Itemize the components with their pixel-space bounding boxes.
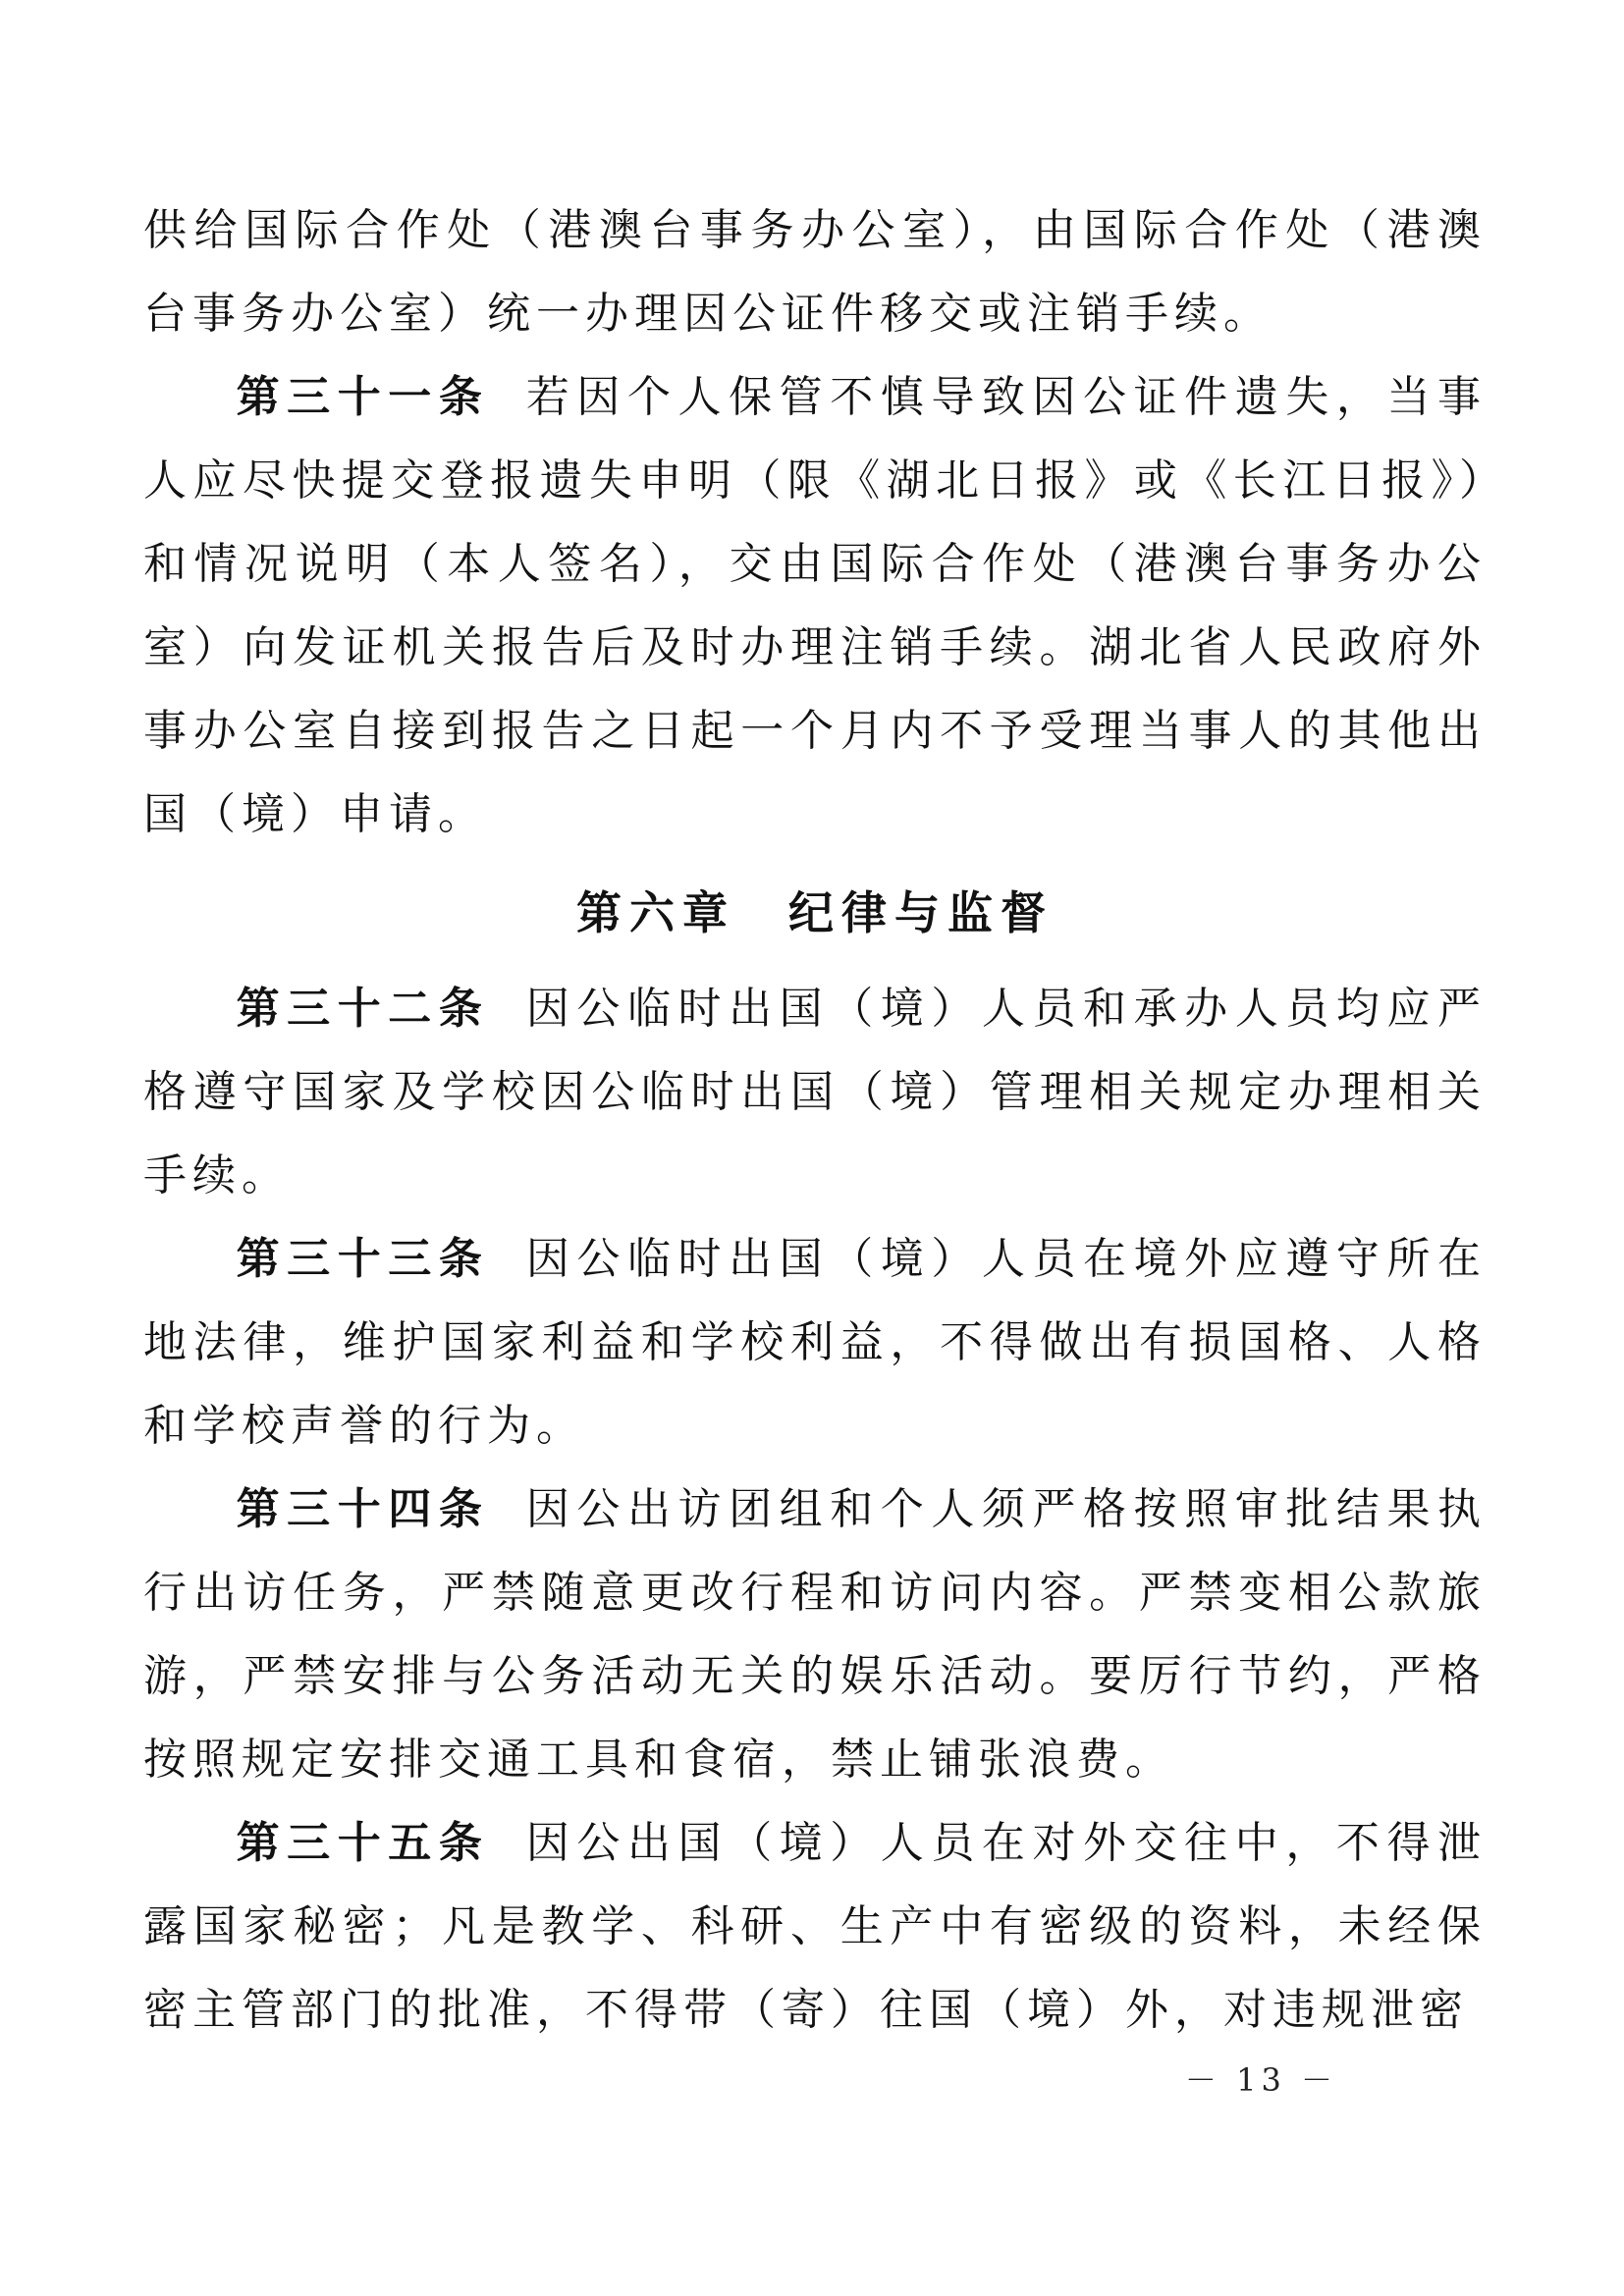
paragraph-text: 因公临时出国（境）人员和承办人员均应严格遵守国家及学校因公临时出国（境）管理相关规定办理相关手续。	[143, 984, 1488, 1201]
article-paragraph	[143, 1217, 1487, 1468]
article-paragraph	[143, 355, 1487, 856]
paragraph-text: 因公临时出国（境）人员在境外应遵守所在地法律，维护国家利益和学校利益，不得做出有损国格、人格和学校声誉的行为。	[143, 1234, 1488, 1451]
document-body	[143, 188, 1487, 2052]
paragraph-text: 因公出访团组和个人须严格按照审批结果执行出访任务，严禁随意更改行程和访问内容。严禁变相公款旅游，严禁安排与公务活动无关的娱乐活动。要厉行节约，严格按照规定安排交通工具和食宿，禁止铺张浪费。	[143, 1484, 1488, 1785]
page-number: － 13 －	[1184, 2061, 1337, 2099]
article-number: 第三十三条	[236, 1234, 490, 1284]
paragraph-text: 若因个人保管不慎导致因公证件遗失，当事人应尽快提交登报遗失申明（限《湖北日报》或《长江日报》）和情况说明（本人签名），交由国际合作处（港澳台事务办公室）向发证机关报告后及时办理注销手续。湖北省人民政府外事办公室自接到报告之日起一个月内不予受理当事人的其他出国（境）申请。	[143, 372, 1488, 839]
article-paragraph	[143, 1468, 1487, 1801]
paragraph-text: 供给国际合作处（港澳台事务办公室），由国际合作处（港澳台事务办公室）统一办理因公证件移交或注销手续。	[143, 205, 1487, 339]
paragraph-text: 因公出国（境）人员在对外交往中，不得泄露国家秘密；凡是教学、科研、生产中有密级的资料，未经保密主管部门的批准，不得带（寄）往国（境）外，对违规泄密	[143, 1818, 1488, 2035]
article-number: 第三十四条	[236, 1484, 490, 1534]
article-number: 第三十一条	[236, 372, 490, 422]
article-number: 第三十五条	[236, 1818, 490, 1868]
article-paragraph	[143, 1801, 1487, 2052]
article-paragraph	[143, 967, 1487, 1217]
chapter-heading: 第六章 纪律与监督	[576, 886, 1054, 939]
article-number: 第三十二条	[236, 984, 490, 1034]
body-paragraph	[143, 188, 1487, 355]
